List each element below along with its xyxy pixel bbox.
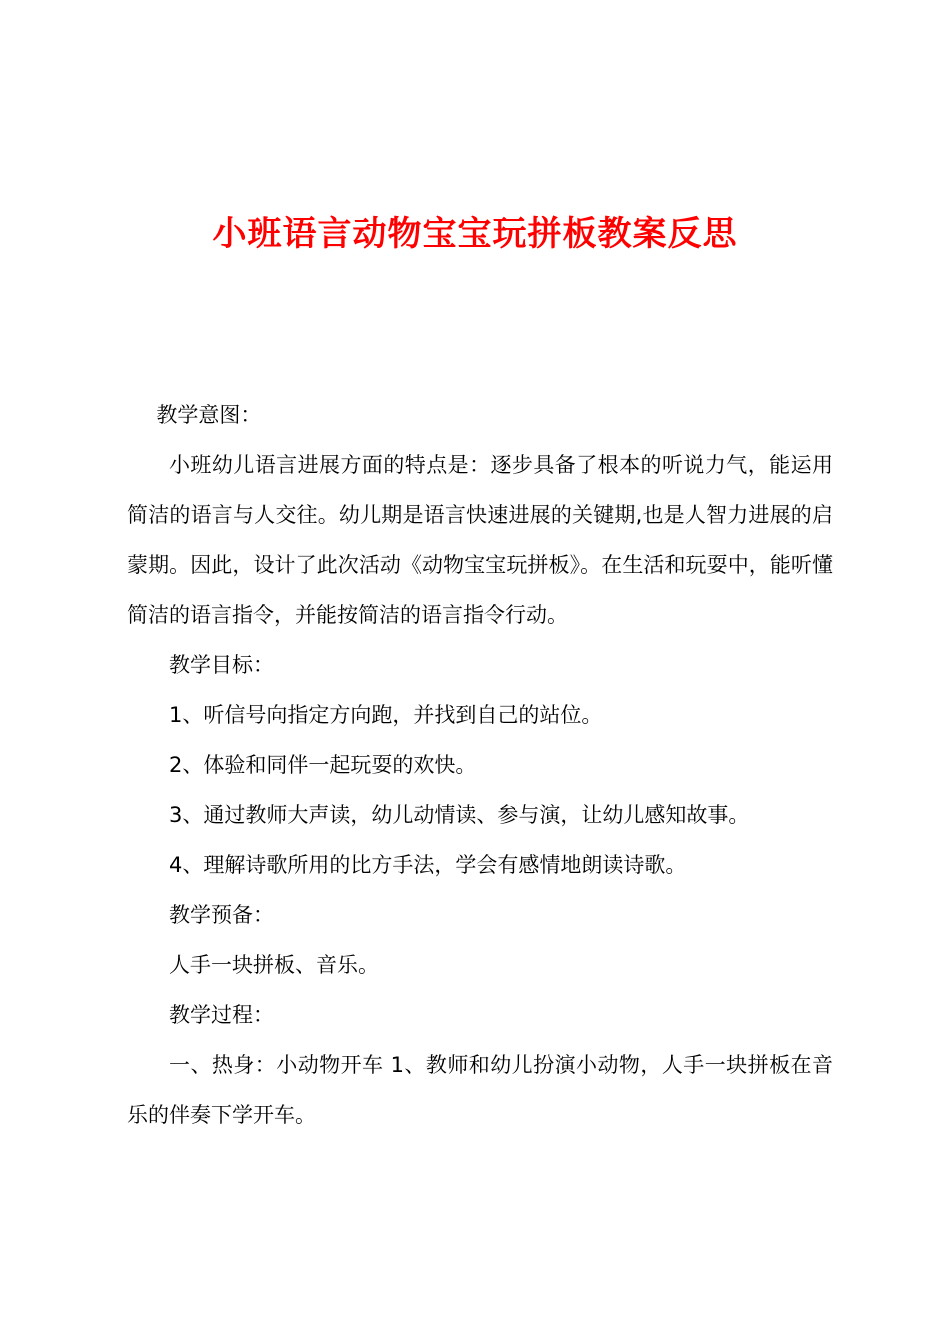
document-title: 小班语言动物宝宝玩拼板教案反思 xyxy=(212,214,738,254)
goal-item-3: 3、通过教师大声读，幼儿动情读、参与演，让幼儿感知故事。 xyxy=(169,803,750,827)
paragraph-intent-text: 小班幼儿语言进展方面的特点是：逐步具备了根本的听说力气，能运用简洁的语言与人交往。幼儿期是语言快速进展的关键期,也是人智力进展的启蒙期。因此，设计了此次活动《动物宝宝玩拼板》。在生活和玩耍中，能听懂简洁的语言指令，并能按简洁的语言指令行动。 xyxy=(127,453,833,627)
section-heading-preparation: 教学预备： xyxy=(169,903,274,927)
goal-item-2: 2、体验和同伴一起玩耍的欢快。 xyxy=(169,753,477,777)
process-step-1: 一、热身：小动物开车 1、教师和幼儿扮演小动物，人手一块拼板在音乐的伴奏下学开车。 xyxy=(127,1053,833,1127)
preparation-text: 人手一块拼板、音乐。 xyxy=(169,953,379,977)
section-heading-goals: 教学目标： xyxy=(169,653,274,677)
document-body xyxy=(127,390,833,1140)
goal-item-4: 4、理解诗歌所用的比方手法，学会有感情地朗读诗歌。 xyxy=(169,853,687,877)
section-heading-intent: 教学意图： xyxy=(156,403,262,427)
section-heading-process: 教学过程： xyxy=(169,1003,274,1027)
goal-item-1: 1、听信号向指定方向跑，并找到自己的站位。 xyxy=(169,703,603,727)
